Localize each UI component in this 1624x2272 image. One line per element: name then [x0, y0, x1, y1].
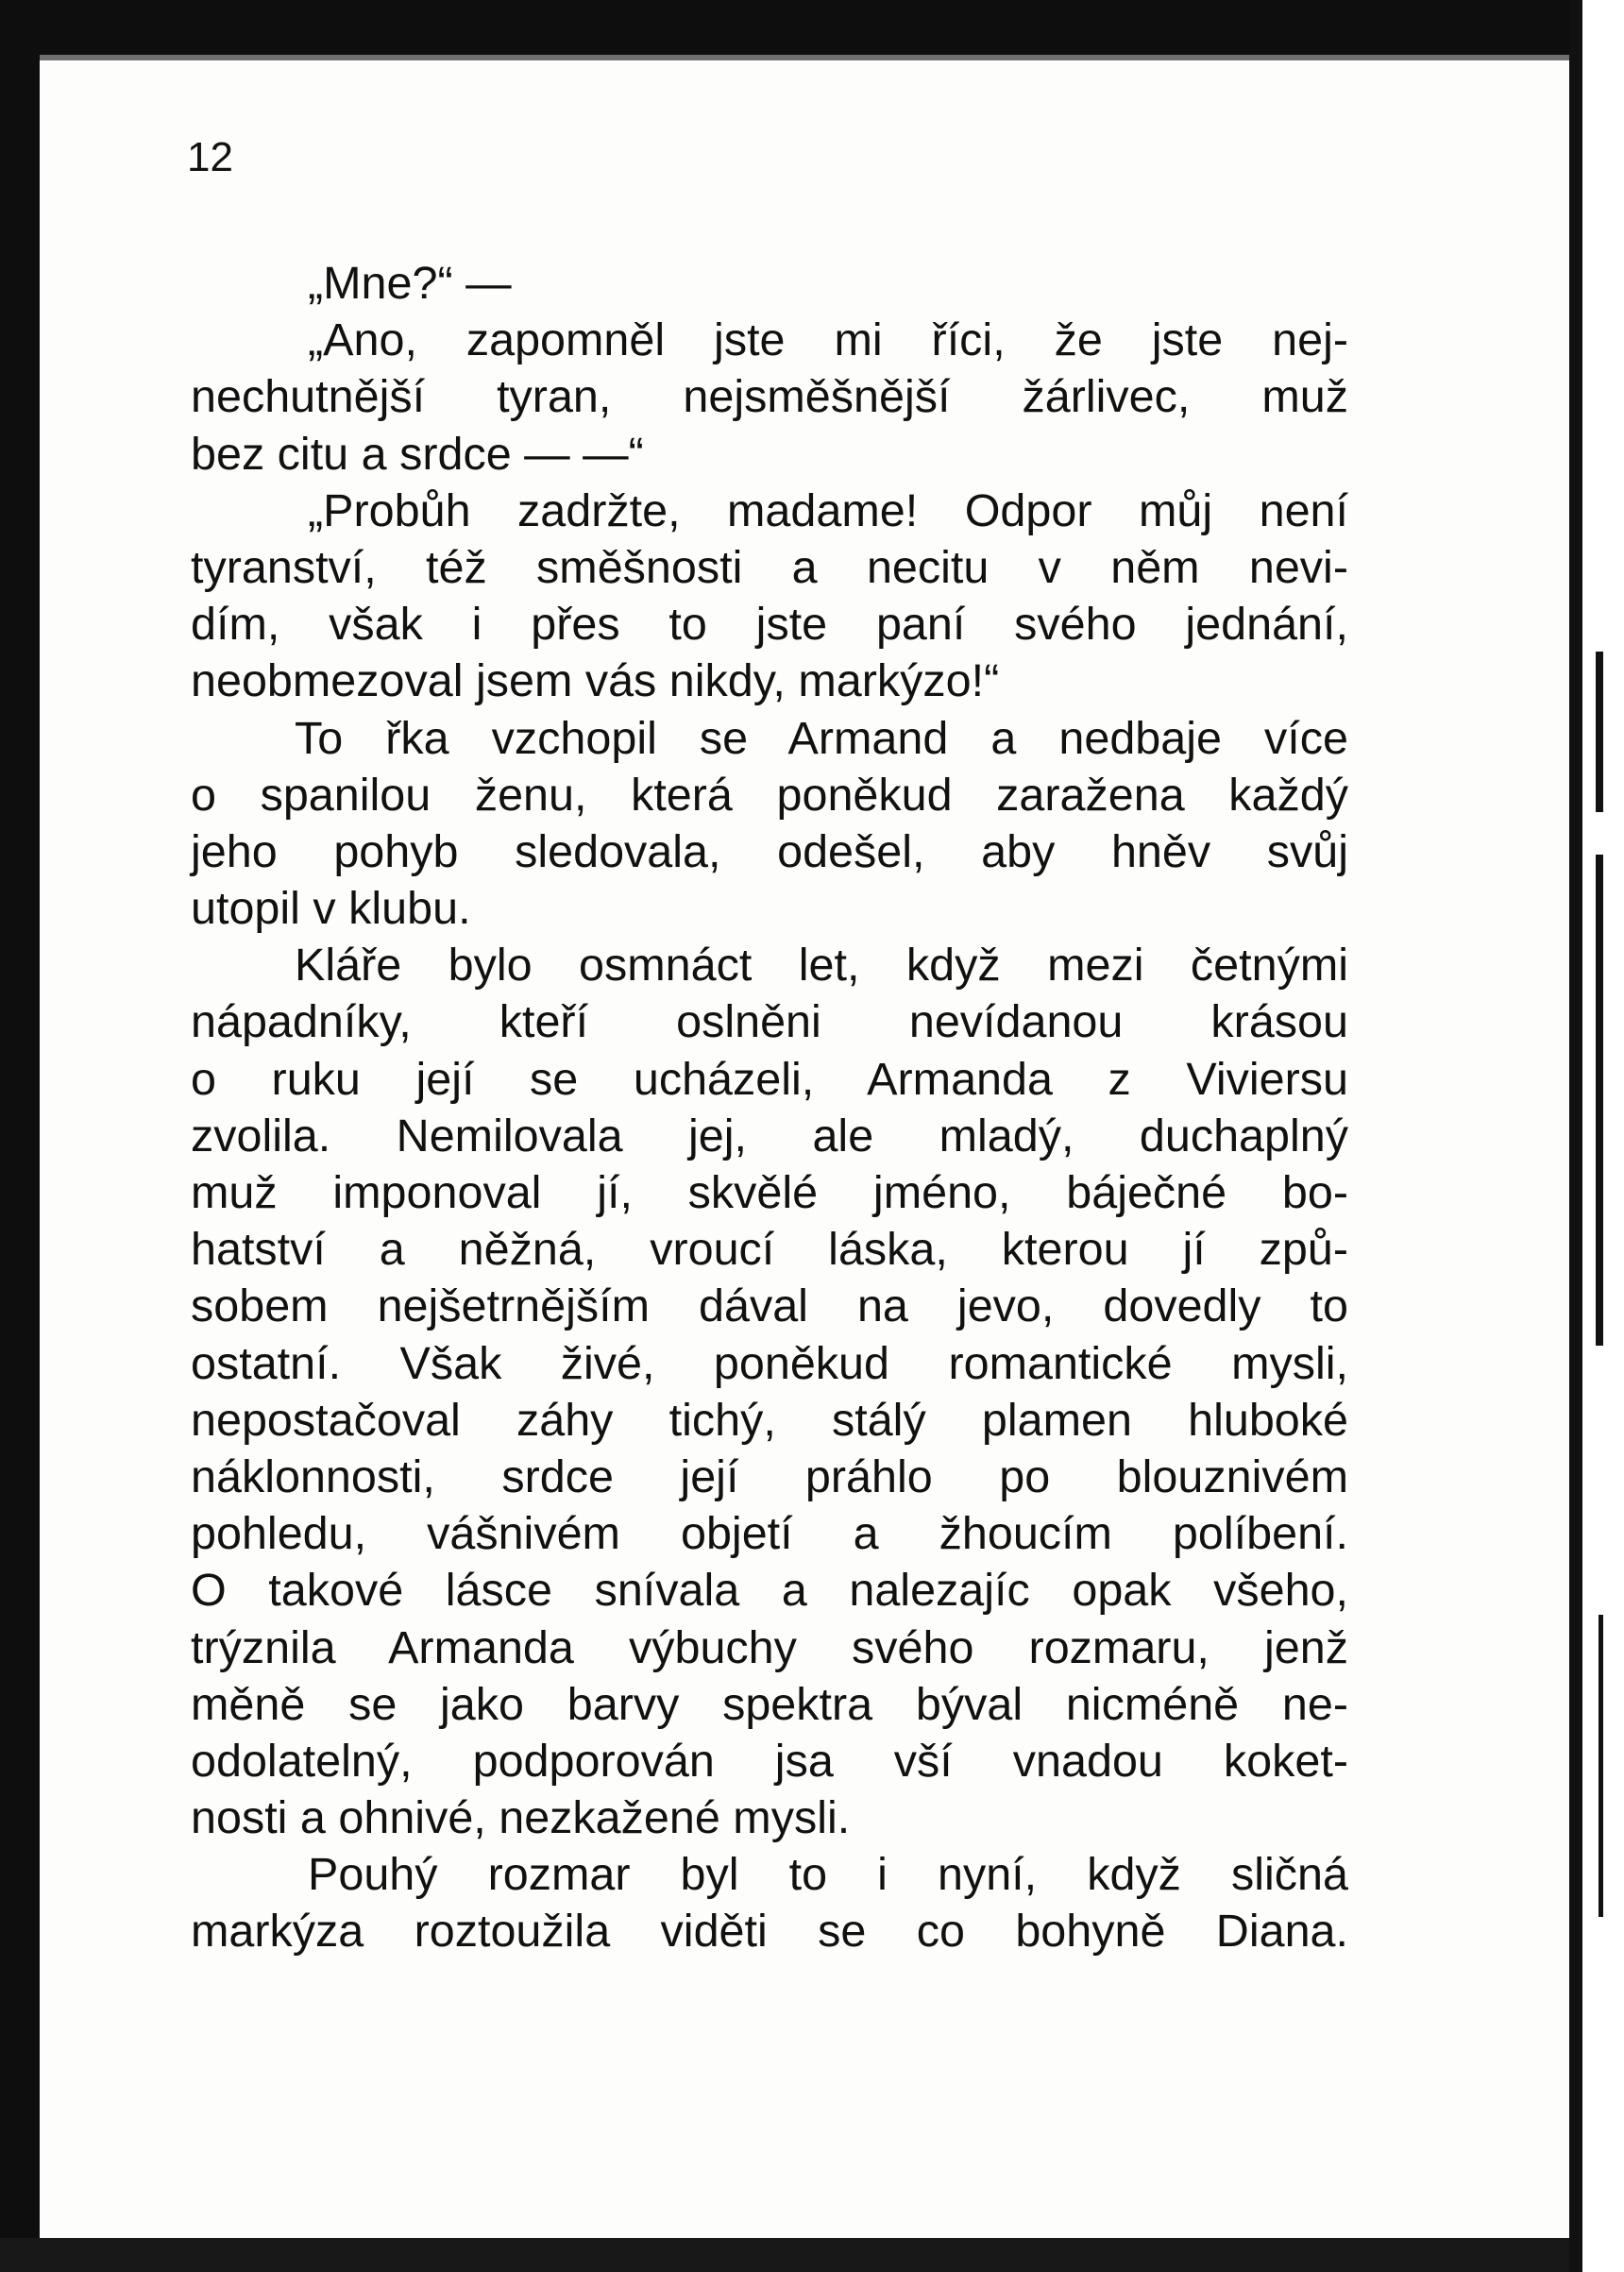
- text-line: nosti a ohnivé, nezkažené mysli.: [191, 1792, 851, 1844]
- scan-left-border: [0, 0, 40, 2272]
- text-line: tyranství, též směšnosti a necitu v něm nevi-: [191, 541, 1348, 593]
- text-line: dím, však i přes to jste paní svého jednání,: [191, 599, 1348, 651]
- body-text: [191, 255, 1348, 1960]
- text-line: nepostačoval záhy tichý, stálý plamen hluboké: [191, 1394, 1348, 1446]
- text-line: trýznila Armanda výbuchy svého rozmaru, jenž: [191, 1621, 1348, 1673]
- text-line: zvolila. Nemilovala jej, ale mladý, duchaplný: [191, 1110, 1348, 1161]
- text-line: markýza roztoužila viděti se co bohyně Diana.: [191, 1906, 1348, 1958]
- text-line: To řka vzchopil se Armand a nedbaje více: [295, 712, 1348, 764]
- text-line: nápadníky, kteří oslněni nevídanou krásou: [191, 996, 1348, 1048]
- scan-bottom-border: [0, 2238, 1624, 2272]
- text-line: „Ano, zapomněl jste mi říci, že jste nej-: [308, 314, 1348, 366]
- text-line: nechutnější tyran, nejsměšnější žárlivec, muž: [191, 371, 1348, 423]
- page-number: 12: [187, 134, 233, 180]
- text-line: odolatelný, podporován jsa vší vnadou koket-: [191, 1735, 1348, 1787]
- text-line: utopil v klubu.: [191, 883, 471, 935]
- text-line: „Mne?“ —: [308, 258, 512, 309]
- text-line: o ruku její se ucházeli, Armanda z Viviersu: [191, 1053, 1348, 1105]
- binding-mark: [1596, 855, 1603, 1346]
- text-line: hatství a něžná, vroucí láska, kterou jí způ-: [191, 1224, 1348, 1276]
- text-line: pohledu, vášnivém objetí a žhoucím políbení.: [191, 1508, 1348, 1560]
- text-line: „Probůh zadržte, madame! Odpor můj není: [308, 484, 1348, 536]
- scan-top-border: [0, 0, 1624, 55]
- text-line: bez citu a srdce — —“: [191, 428, 644, 480]
- text-line: sobem nejšetrnějším dával na jevo, dovedly to: [191, 1280, 1348, 1332]
- text-line: muž imponoval jí, skvělé jméno, báječné bo-: [191, 1167, 1348, 1218]
- text-line: neobmezoval jsem vás nikdy, markýzo!“: [191, 655, 1000, 707]
- text-line: jeho pohyb sledovala, odešel, aby hněv svůj: [191, 825, 1348, 877]
- text-line: Pouhý rozmar byl to i nyní, když sličná: [308, 1849, 1348, 1901]
- text-line: měně se jako barvy spektra býval nicméně ne-: [191, 1678, 1348, 1730]
- binding-mark: [1599, 1615, 1603, 1917]
- text-line: O takové lásce snívala a nalezajíc opak všeho,: [191, 1565, 1348, 1617]
- text-line: o spanilou ženu, která poněkud zaražena každý: [191, 769, 1348, 821]
- binding-mark: [1596, 689, 1603, 812]
- text-line: Kláře bylo osmnáct let, když mezi četnými: [295, 940, 1348, 992]
- text-line: náklonnosti, srdce její práhlo po blouznivém: [191, 1450, 1348, 1502]
- text-line: ostatní. Však živé, poněkud romantické mysli,: [191, 1337, 1348, 1389]
